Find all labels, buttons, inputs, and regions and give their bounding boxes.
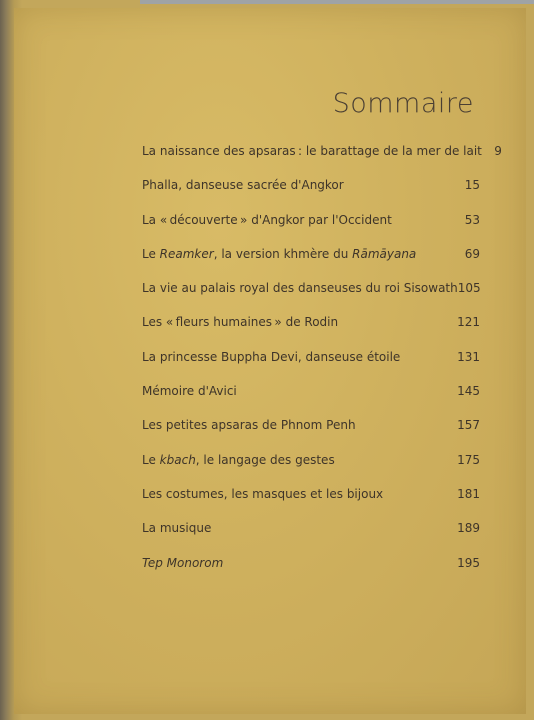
toc-entry xyxy=(142,384,480,418)
toc-entry-title: Le kbach, le langage des gestes xyxy=(142,452,335,467)
toc-entry xyxy=(142,178,480,212)
toc-entry-page: 53 xyxy=(464,212,480,227)
toc-entry xyxy=(142,556,480,590)
toc-entry-page: 157 xyxy=(457,418,480,433)
toc-entry-title: Phalla, danseuse sacrée d'Angkor xyxy=(142,178,344,193)
toc-entry xyxy=(142,144,502,178)
toc-entry-title: La vie au palais royal des danseuses du roi Sisowath xyxy=(142,281,458,296)
toc-entry-page: 9 xyxy=(494,144,502,158)
toc-entry-title: La musique xyxy=(142,521,212,536)
toc-entry-page: 105 xyxy=(457,281,481,296)
toc-entry xyxy=(142,281,480,315)
toc-entry xyxy=(142,315,480,349)
toc-entry-page: 145 xyxy=(457,384,480,399)
toc-entry-page: 195 xyxy=(457,555,480,570)
toc-entry-page: 121 xyxy=(457,315,480,330)
toc-entry-title: La naissance des apsaras : le barattage de la mer de lait xyxy=(142,144,482,158)
toc-entry-title: La « découverte » d'Angkor par l'Occident xyxy=(142,212,392,227)
toc-entry-title: Mémoire d'Avici xyxy=(142,384,237,399)
toc-entry-title: Les costumes, les masques et les bijoux xyxy=(142,486,384,501)
toc-entry-title: Tep Monorom xyxy=(142,555,224,570)
toc-entry-title: Le Reamker, la version khmère du Rāmāyana xyxy=(142,246,417,261)
page-top-edge xyxy=(140,0,534,4)
page-title: Sommaire xyxy=(332,88,474,119)
toc-entry xyxy=(142,453,480,487)
toc-entry-page: 15 xyxy=(464,178,480,193)
toc-entry-title: Les « fleurs humaines » de Rodin xyxy=(142,315,339,330)
book-page xyxy=(14,8,526,714)
toc-entry xyxy=(142,213,480,247)
toc-entry-page: 69 xyxy=(464,246,480,261)
toc-entry xyxy=(142,350,480,384)
table-of-contents xyxy=(142,144,502,590)
toc-entry-title: La princesse Buppha Devi, danseuse étoile xyxy=(142,349,401,364)
toc-entry-page: 189 xyxy=(457,521,480,536)
toc-entry xyxy=(142,247,480,281)
toc-entry-page: 131 xyxy=(457,349,480,364)
toc-entry-page: 181 xyxy=(457,486,480,501)
toc-entry xyxy=(142,487,480,521)
toc-entry xyxy=(142,418,480,452)
toc-entry-title: Les petites apsaras de Phnom Penh xyxy=(142,418,356,433)
toc-entry-page: 175 xyxy=(457,452,480,467)
toc-entry xyxy=(142,521,480,555)
